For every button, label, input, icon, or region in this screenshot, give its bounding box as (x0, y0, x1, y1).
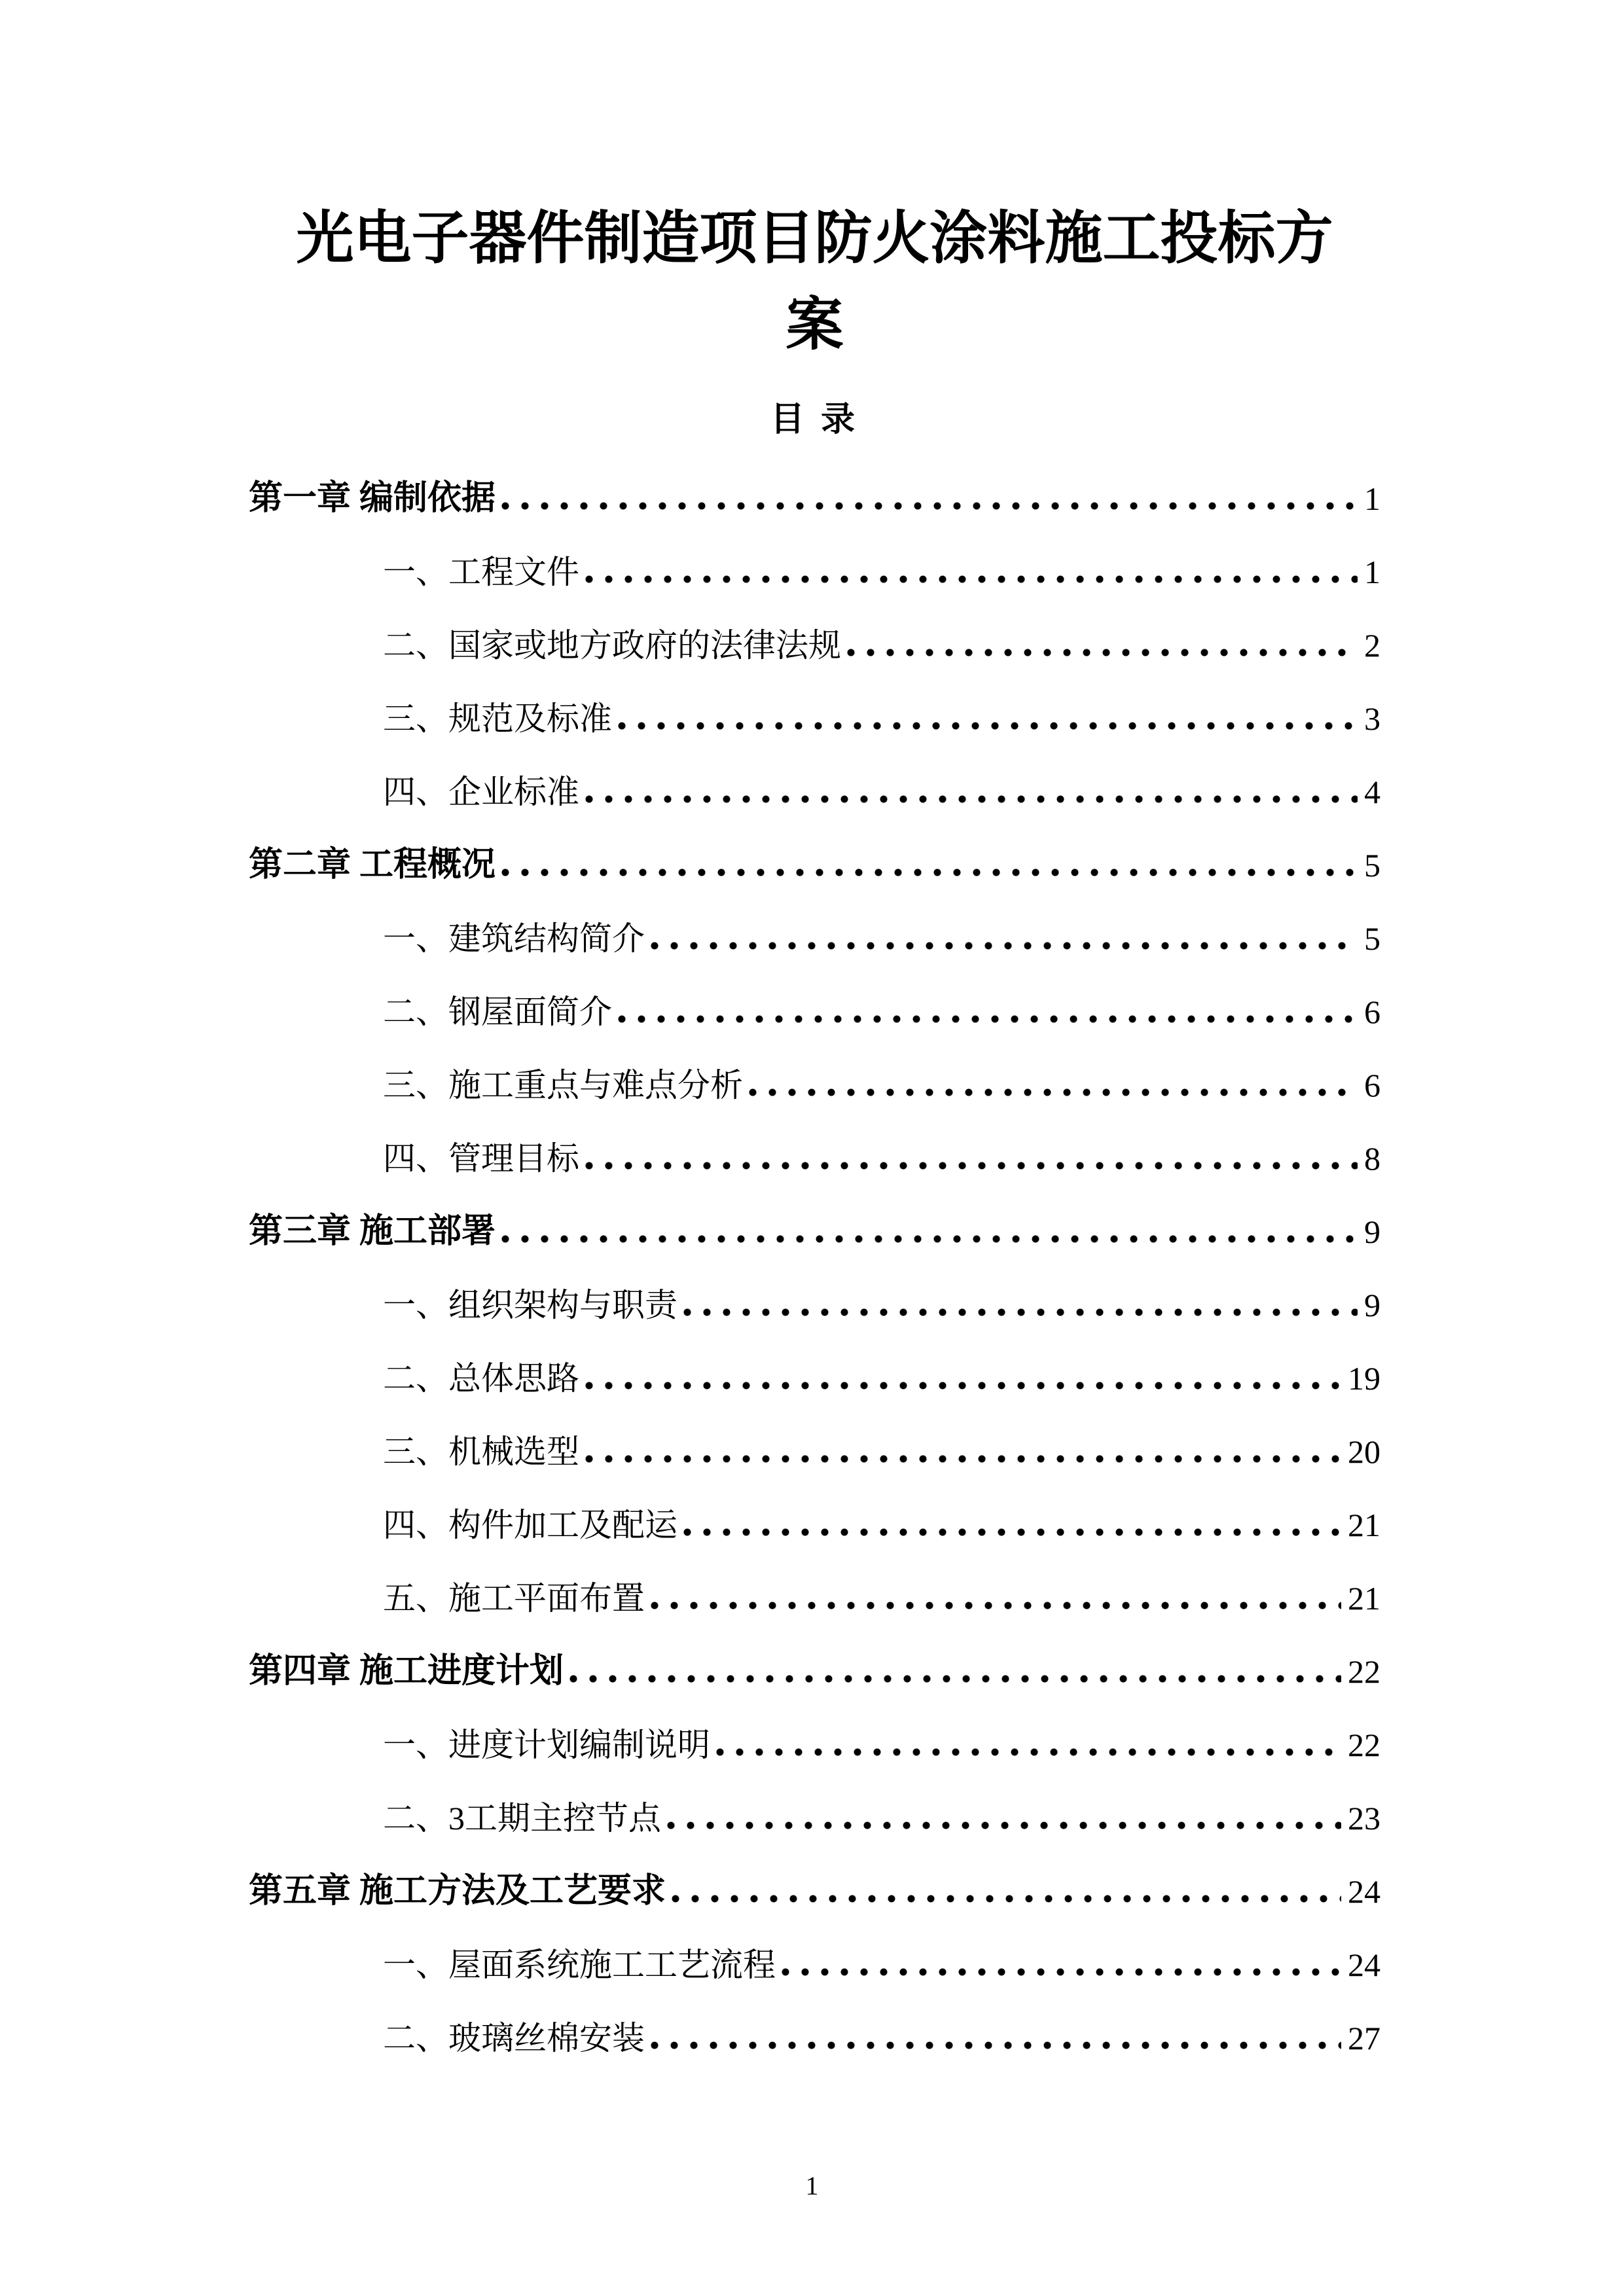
toc-entry-page: 22 (1348, 1727, 1380, 1763)
toc-leader-dots (666, 1821, 1341, 1830)
toc-entry-label: 一、建筑结构简介 (383, 920, 645, 957)
toc-entry-label: 二、钢屋面简介 (383, 994, 612, 1030)
toc-entry-page: 21 (1348, 1580, 1380, 1617)
toc-leader-dots (501, 1235, 1358, 1244)
toc-leader-dots (585, 1382, 1341, 1390)
toc-leader-dots (846, 649, 1358, 657)
toc-entry-label: 第三章 施工部署 (249, 1212, 496, 1250)
toc-leader-dots (585, 575, 1358, 584)
toc-entry[interactable] (249, 812, 1380, 885)
toc-entry[interactable] (249, 958, 1380, 1031)
toc-entry-page: 21 (1348, 1507, 1380, 1543)
toc-entry-label: 四、企业标准 (383, 774, 579, 810)
toc-entry[interactable] (249, 1031, 1380, 1105)
toc-entry-label: 一、组织架构与职责 (383, 1287, 677, 1323)
toc-entry-label: 第四章 施工进度计划 (249, 1652, 564, 1690)
toc-entry[interactable] (249, 1984, 1380, 2058)
toc-heading: 目 录 (770, 401, 859, 439)
toc-entry[interactable] (249, 1765, 1380, 1838)
toc-entry[interactable] (249, 1251, 1380, 1325)
toc-entry[interactable] (249, 885, 1380, 958)
page-number: 1 (805, 2171, 819, 2200)
toc-leader-dots (650, 1602, 1341, 1610)
toc-entry-page: 23 (1348, 1800, 1380, 1837)
document-title-line1: 光电子器件制造项目防火涂料施工投标方 (296, 207, 1333, 271)
toc-entry[interactable] (249, 1398, 1380, 1471)
toc-entry-page: 5 (1364, 847, 1380, 884)
toc-entry[interactable] (249, 1838, 1380, 1911)
toc-leader-dots (501, 869, 1358, 877)
toc-entry-label: 一、进度计划编制说明 (383, 1727, 710, 1763)
toc-entry-page: 24 (1348, 1873, 1380, 1910)
toc-entry-page: 27 (1348, 2020, 1380, 2056)
toc-entry-label: 二、3工期主控节点 (383, 1800, 661, 1837)
toc-entry-page: 9 (1364, 1213, 1380, 1250)
toc-entry-page: 3 (1364, 700, 1380, 737)
toc-leader-dots (617, 1015, 1358, 1024)
toc-entry-page: 22 (1348, 1653, 1380, 1690)
toc-leader-dots (585, 1455, 1341, 1463)
toc-list (249, 445, 1380, 2058)
toc-leader-dots (617, 722, 1358, 730)
toc-entry-label: 第五章 施工方法及工艺要求 (249, 1872, 666, 1910)
toc-entry-page: 1 (1364, 554, 1380, 590)
toc-entry-page: 8 (1364, 1140, 1380, 1177)
toc-leader-dots (569, 1675, 1341, 1683)
toc-entry-label: 一、屋面系统施工工艺流程 (383, 1946, 776, 1983)
toc-leader-dots (683, 1308, 1358, 1317)
toc-leader-dots (781, 1968, 1341, 1977)
toc-entry-label: 第二章 工程概况 (249, 846, 496, 884)
toc-entry[interactable] (249, 592, 1380, 665)
toc-leader-dots (650, 942, 1358, 950)
toc-entry-label: 一、工程文件 (383, 554, 579, 590)
toc-leader-dots (748, 1088, 1358, 1097)
toc-entry-label: 五、施工平面布置 (383, 1580, 645, 1617)
toc-entry-label: 二、玻璃丝棉安装 (383, 2020, 645, 2056)
toc-entry-page: 1 (1364, 480, 1380, 517)
toc-entry[interactable] (249, 518, 1380, 592)
toc-entry-label: 二、总体思路 (383, 1360, 579, 1397)
toc-entry-label: 三、规范及标准 (383, 700, 612, 737)
toc-leader-dots (683, 1528, 1341, 1537)
toc-leader-dots (650, 2041, 1341, 2050)
document-title-line2: 案 (785, 294, 844, 357)
toc-leader-dots (501, 502, 1358, 511)
toc-entry[interactable] (249, 1325, 1380, 1398)
toc-entry-page: 2 (1364, 627, 1380, 664)
toc-entry[interactable] (249, 1105, 1380, 1178)
toc-entry-page: 19 (1348, 1360, 1380, 1397)
toc-entry-label: 四、构件加工及配运 (383, 1507, 677, 1543)
toc-entry[interactable] (249, 1618, 1380, 1691)
toc-entry-page: 4 (1364, 774, 1380, 810)
toc-entry[interactable] (249, 1911, 1380, 1984)
toc-entry-page: 5 (1364, 920, 1380, 957)
toc-entry[interactable] (249, 445, 1380, 518)
toc-leader-dots (585, 1162, 1358, 1170)
toc-entry-label: 四、管理目标 (383, 1140, 579, 1177)
toc-leader-dots (671, 1895, 1341, 1903)
document-title (249, 196, 1380, 369)
toc-entry-page: 6 (1364, 994, 1380, 1030)
toc-entry[interactable] (249, 1178, 1380, 1251)
toc-entry[interactable] (249, 1545, 1380, 1618)
toc-entry-label: 二、国家或地方政府的法律法规 (383, 627, 841, 664)
toc-entry[interactable] (249, 1471, 1380, 1545)
toc-leader-dots (585, 795, 1358, 804)
toc-entry-page: 9 (1364, 1287, 1380, 1323)
toc-entry-page: 24 (1348, 1946, 1380, 1983)
toc-leader-dots (715, 1748, 1341, 1757)
toc-entry[interactable] (249, 665, 1380, 738)
toc-entry[interactable] (249, 738, 1380, 812)
toc-entry-label: 三、机械选型 (383, 1433, 579, 1470)
toc-entry-label: 三、施工重点与难点分析 (383, 1067, 743, 1103)
toc-entry[interactable] (249, 1691, 1380, 1765)
toc-entry-page: 20 (1348, 1433, 1380, 1470)
toc-entry-label: 第一章 编制依据 (249, 479, 496, 517)
toc-entry-page: 6 (1364, 1067, 1380, 1103)
